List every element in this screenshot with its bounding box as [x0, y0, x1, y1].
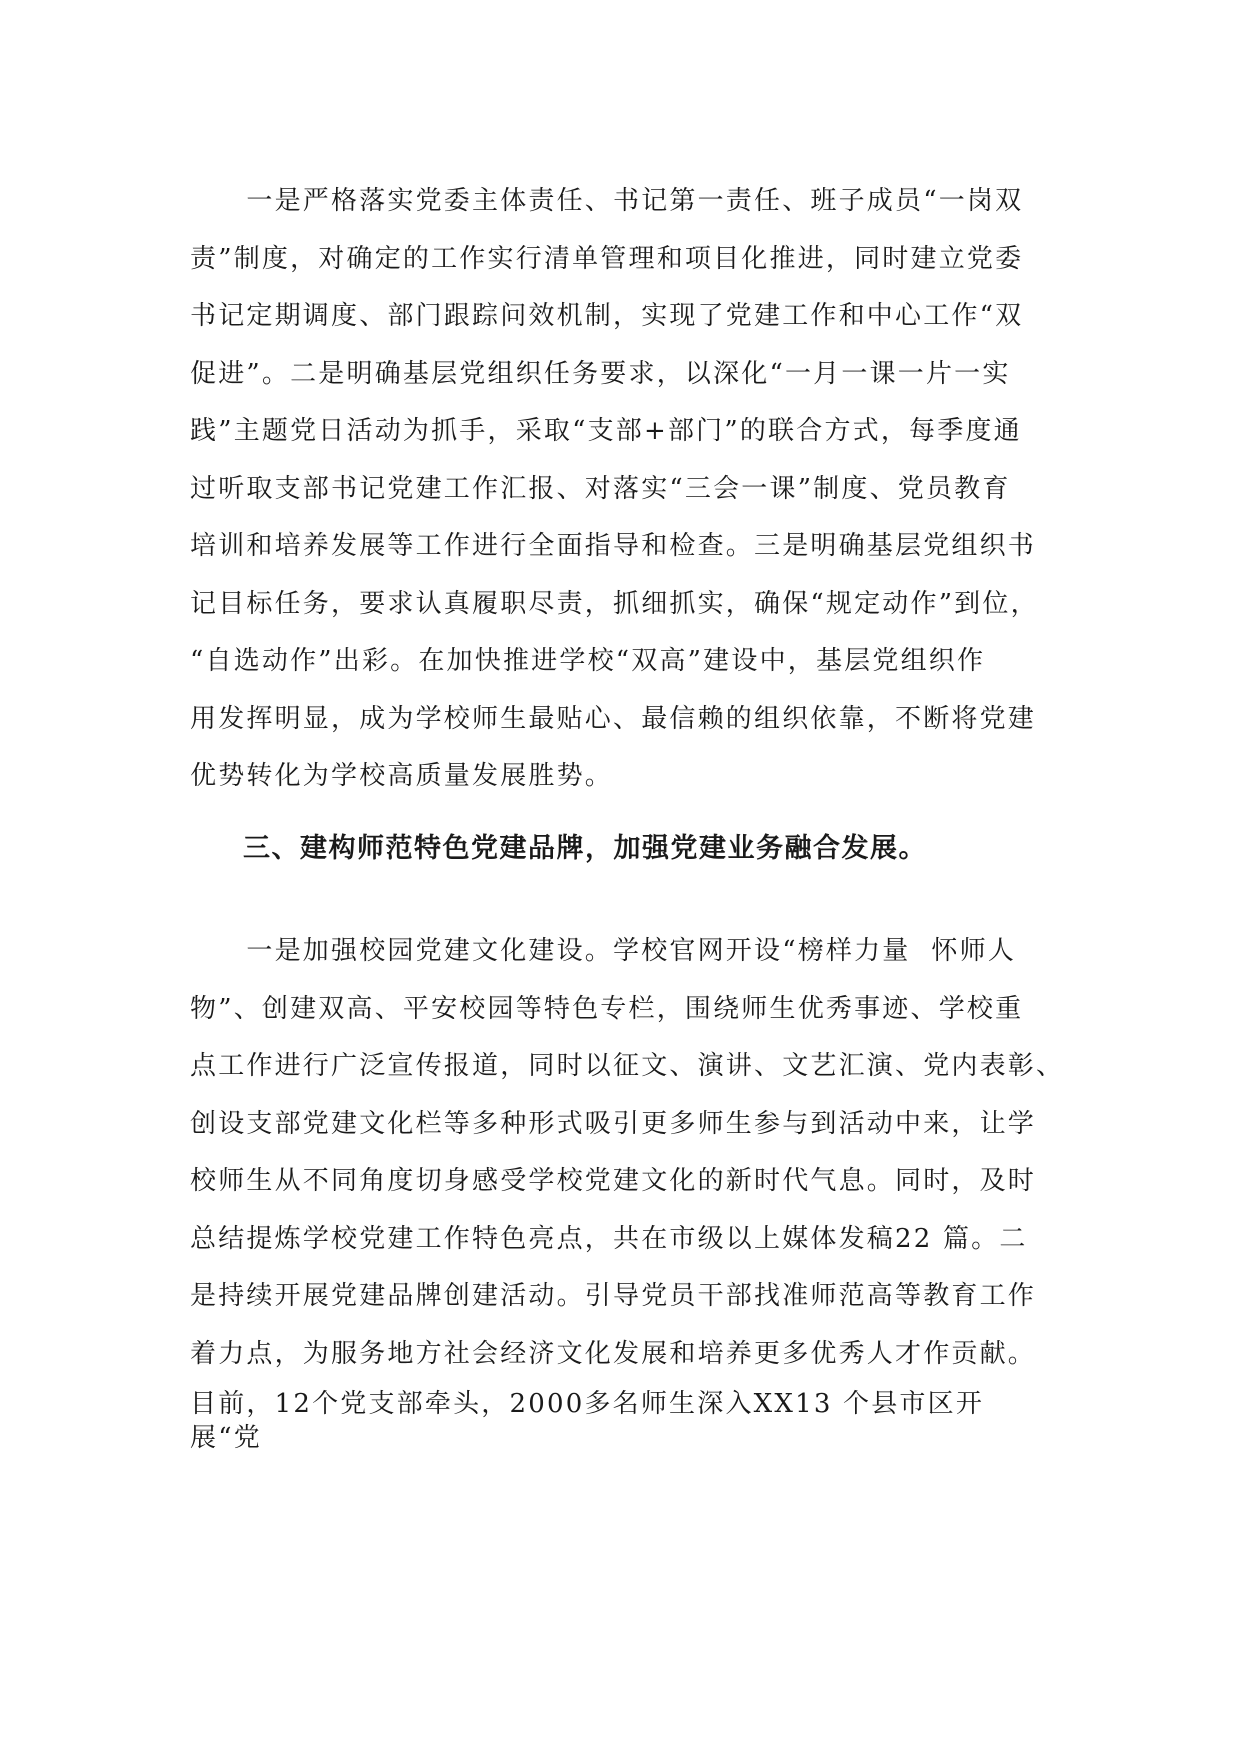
text-line: 点工作进行广泛宣传报道，同时以征文、演讲、文艺汇演、党内表彰、 [190, 1051, 1065, 1081]
text-line: 优势转化为学校高质量发展胜势。 [190, 761, 614, 791]
text-line: 培训和培养发展等工作进行全面指导和检查。三是明确基层党组织书 [190, 531, 1037, 561]
text-line: 促进”。二是明确基层党组织任务要求，以深化“一月一课一片一实 [190, 359, 1011, 389]
text-line: 是持续开展党建品牌创建活动。引导党员干部找准师范高等教育工作 [190, 1281, 1037, 1311]
text-line: 物”、创建双高、平安校园等特色专栏，围绕师生优秀事迹、学校重 [190, 994, 1024, 1024]
text-line: 目前，12个党支部牵头，2000多名师生深入XX13 个县市区开 [190, 1389, 985, 1419]
text-line: 总结提炼学校党建工作特色亮点，共在市级以上媒体发稿22 篇。二 [190, 1224, 1028, 1254]
section-heading: 三、建构师范特色党建品牌，加强党建业务融合发展。 [243, 833, 927, 864]
text-line: “自选动作”出彩。在加快推进学校“双高”建设中，基层党组织作 [190, 646, 986, 676]
text-line: 一是严格落实党委主体责任、书记第一责任、班子成员“一岗双 [190, 186, 1024, 216]
text-line: 践”主题党日活动为抓手，采取“支部+部门”的联合方式，每季度通 [190, 416, 1022, 446]
text-line: 校师生从不同角度切身感受学校党建文化的新时代气息。同时，及时 [190, 1166, 1037, 1196]
text-line: 过听取支部书记党建工作汇报、对落实“三会一课”制度、党员教育 [190, 474, 1011, 504]
text-line: 一是加强校园党建文化建设。学校官网开设“榜样力量 怀师人 [190, 936, 1017, 966]
text-line: 责”制度，对确定的工作实行清单管理和项目化推进，同时建立党委 [190, 244, 1024, 274]
text-line: 展“党 [190, 1423, 262, 1453]
text-line: 用发挥明显，成为学校师生最贴心、最信赖的组织依靠，不断将党建 [190, 704, 1037, 734]
text-line: 书记定期调度、部门跟踪问效机制，实现了党建工作和中心工作“双 [190, 301, 1024, 331]
text-line: 着力点，为服务地方社会经济文化发展和培养更多优秀人才作贡献。 [190, 1339, 1037, 1369]
text-line: 创设支部党建文化栏等多种形式吸引更多师生参与到活动中来，让学 [190, 1109, 1037, 1139]
text-line: 记目标任务，要求认真履职尽责，抓细抓实，确保“规定动作”到位， [190, 589, 1039, 619]
